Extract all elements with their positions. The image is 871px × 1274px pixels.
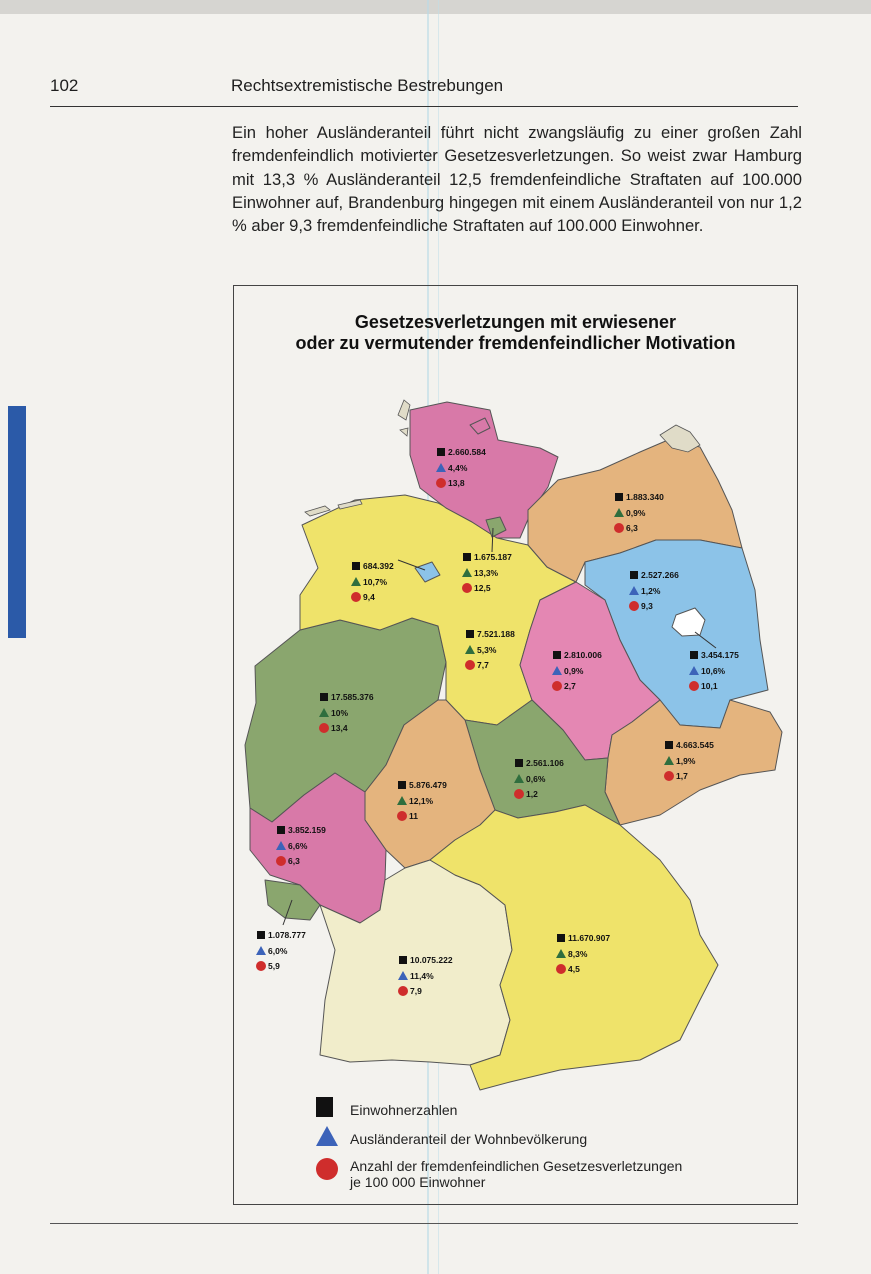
running-head: Rechtsextremistische Bestrebungen (231, 76, 504, 95)
offences-circle-niedersachsen (465, 660, 475, 670)
foreign-share-label-baden-wuerttemberg: 11,4% (410, 971, 434, 981)
population-square-sachsen (665, 741, 673, 749)
offences-circle-berlin (689, 681, 699, 691)
population-label-mecklenburg-vorpommern: 1.883.340 (626, 492, 664, 502)
offences-label-baden-wuerttemberg: 7,9 (410, 986, 422, 996)
legend-population-label: Einwohnerzahlen (350, 1102, 458, 1118)
body-paragraph: Ein hoher Ausländeranteil führt nicht zwangsläufig zu einer großen Zahl fremdenfeindlich motivierter Gesetzesverletzungen. So weist zwar Hamburg mit 13,3 % Ausländeranteil 12,5 fremdenfeindliche Straftaten auf 100.000 Einwohner auf, Brandenburg hingegen mit einem Ausländeranteil von nur 1,2 % aber 9,3 fremdenfeindliche Straftaten auf 100.000 Einwohner. (232, 123, 802, 236)
population-label-hessen: 5.876.479 (409, 780, 447, 790)
offences-label-mecklenburg-vorpommern: 6,3 (626, 523, 638, 533)
offences-circle-thueringen (514, 789, 524, 799)
offences-circle-mecklenburg-vorpommern (614, 523, 624, 533)
population-label-sachsen: 4.663.545 (676, 740, 714, 750)
foreign-share-label-sachsen-anhalt: 0,9% (564, 666, 584, 676)
figure-title-line-2: oder zu vermutender fremdenfeindlicher Motivation (295, 333, 736, 353)
population-square-hamburg (463, 553, 471, 561)
population-square-sachsen-anhalt (553, 651, 561, 659)
offences-circle-sachsen-anhalt (552, 681, 562, 691)
population-square-brandenburg (630, 571, 638, 579)
offences-circle-bremen (351, 592, 361, 602)
population-label-baden-wuerttemberg: 10.075.222 (410, 955, 453, 965)
population-label-nordrhein-westfalen: 17.585.376 (331, 692, 374, 702)
offences-circle-rheinland-pfalz (276, 856, 286, 866)
legend-triangle-icon (316, 1126, 338, 1146)
offences-circle-hamburg (462, 583, 472, 593)
offences-label-hessen: 11 (409, 811, 418, 821)
offences-label-sachsen-anhalt: 2,7 (564, 681, 576, 691)
population-label-brandenburg: 2.527.266 (641, 570, 679, 580)
population-square-rheinland-pfalz (277, 826, 285, 834)
island-north-frisian (400, 428, 408, 436)
offences-label-bremen: 9,4 (363, 592, 375, 602)
offences-label-niedersachsen: 7,7 (477, 660, 489, 670)
offences-circle-saarland (256, 961, 266, 971)
legend-offences-label (350, 1158, 682, 1190)
offences-label-saarland: 5,9 (268, 961, 280, 971)
foreign-share-triangle-saarland (256, 946, 266, 955)
foreign-share-label-niedersachsen: 5,3% (477, 645, 497, 655)
offences-label-bayern: 4,5 (568, 964, 580, 974)
population-label-berlin: 3.454.175 (701, 650, 739, 660)
offences-label-sachsen: 1,7 (676, 771, 688, 781)
legend-square-icon (316, 1097, 333, 1117)
foreign-share-label-brandenburg: 1,2% (641, 586, 661, 596)
figure-title-line-1: Gesetzesverletzungen mit erwiesener (354, 312, 677, 332)
offences-circle-brandenburg (629, 601, 639, 611)
offences-label-schleswig-holstein: 13,8 (448, 478, 465, 488)
population-label-niedersachsen: 7.521.188 (477, 629, 515, 639)
island-north-frisian (398, 400, 410, 420)
population-square-berlin (690, 651, 698, 659)
population-square-mecklenburg-vorpommern (615, 493, 623, 501)
population-label-bremen: 684.392 (363, 561, 394, 571)
population-label-bayern: 11.670.907 (568, 933, 611, 943)
population-square-schleswig-holstein (437, 448, 445, 456)
legend-foreigners-label: Ausländeranteil der Wohnbevölkerung (350, 1131, 588, 1147)
offences-circle-bayern (556, 964, 566, 974)
page-number: 102 (50, 76, 79, 95)
footer-rule (50, 1223, 798, 1224)
offences-label-thueringen: 1,2 (526, 789, 538, 799)
foreign-share-label-mecklenburg-vorpommern: 0,9% (626, 508, 646, 518)
offences-circle-schleswig-holstein (436, 478, 446, 488)
offences-circle-sachsen (664, 771, 674, 781)
population-square-nordrhein-westfalen (320, 693, 328, 701)
foreign-share-label-rheinland-pfalz: 6,6% (288, 841, 308, 851)
population-square-thueringen (515, 759, 523, 767)
legend-offences-line-2: je 100 000 Einwohner (350, 1174, 486, 1190)
legend-offences-line-1: Anzahl der fremdenfeindlichen Gesetzesverletzungen (350, 1158, 683, 1174)
offences-label-nordrhein-westfalen: 13,4 (331, 723, 348, 733)
foreign-share-label-bremen: 10,7% (363, 577, 388, 587)
legend-circle-icon (316, 1158, 338, 1180)
population-label-rheinland-pfalz: 3.852.159 (288, 825, 326, 835)
foreign-share-label-schleswig-holstein: 4,4% (448, 463, 468, 473)
population-label-hamburg: 1.675.187 (474, 552, 512, 562)
population-square-hessen (398, 781, 406, 789)
population-label-sachsen-anhalt: 2.810.006 (564, 650, 602, 660)
population-square-baden-wuerttemberg (399, 956, 407, 964)
offences-circle-nordrhein-westfalen (319, 723, 329, 733)
foreign-share-label-hessen: 12,1% (409, 796, 434, 806)
population-square-bremen (352, 562, 360, 570)
offences-label-hamburg: 12,5 (474, 583, 491, 593)
population-square-niedersachsen (466, 630, 474, 638)
foreign-share-label-thueringen: 0,6% (526, 774, 546, 784)
offences-label-rheinland-pfalz: 6,3 (288, 856, 300, 866)
population-label-thueringen: 2.561.106 (526, 758, 564, 768)
offences-label-brandenburg: 9,3 (641, 601, 653, 611)
population-square-saarland (257, 931, 265, 939)
offences-circle-baden-wuerttemberg (398, 986, 408, 996)
foreign-share-label-bayern: 8,3% (568, 949, 588, 959)
population-square-bayern (557, 934, 565, 942)
foreign-share-label-nordrhein-westfalen: 10% (331, 708, 349, 718)
foreign-share-label-sachsen: 1,9% (676, 756, 696, 766)
foreign-share-label-saarland: 6,0% (268, 946, 288, 956)
offences-label-berlin: 10,1 (701, 681, 718, 691)
foreign-share-label-berlin: 10,6% (701, 666, 726, 676)
population-label-schleswig-holstein: 2.660.584 (448, 447, 486, 457)
population-label-saarland: 1.078.777 (268, 930, 306, 940)
foreign-share-label-hamburg: 13,3% (474, 568, 499, 578)
offences-circle-hessen (397, 811, 407, 821)
